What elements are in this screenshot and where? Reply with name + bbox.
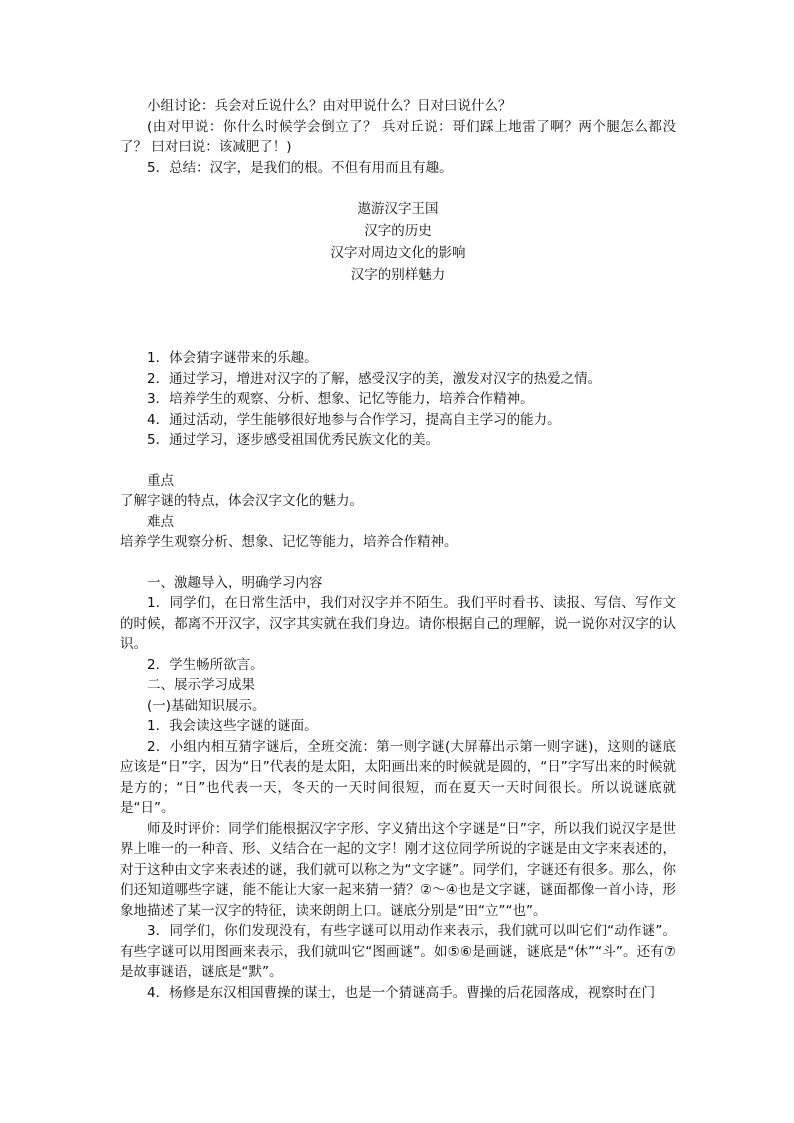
body-paragraph: 师及时评价：同学们能根据汉字字形、字义猜出这个字谜是“日”字，所以我们说汉字是世界上唯一的一种音、形、义结合在一起的文字！刚才这位同学所说的字谜是由文字来表述的，对于这种由文字来表述的谜，我们就可以称之为“文字谜”。同学们，字谜还有很多。那么，你们还知道哪些字谜，能不能让大家一起来猜一猜？②～④也是文字谜，谜面都像一首小诗，形象地描述了某一汉字的特征，读来朗朗上口。谜底分别是“田“立”“也”。 — [120, 820, 676, 919]
difficulty-label: 难点 — [147, 513, 174, 530]
section-heading: 一、激趣导入，明确学习内容 — [147, 574, 323, 591]
objective-item: 5．通过学习，逐步感受祖国优秀民族文化的美。 — [147, 432, 440, 448]
key-point-label: 重点 — [147, 472, 174, 489]
board-design — [120, 198, 676, 286]
discussion-question: 小组讨论：兵会对丘说什么？由对甲说什么？日对曰说什么？ — [147, 98, 512, 114]
objective-item: 2．通过学习，增进对汉字的了解，感受汉字的美，激发对汉字的热爱之情。 — [147, 370, 602, 387]
board-line: 汉字的别样魅力 — [350, 267, 446, 283]
objectives-list — [120, 348, 676, 451]
body-paragraph: 1．我会读这些字谜的谜面。 — [147, 718, 318, 734]
board-title: 遨游汉字王国 — [357, 201, 439, 217]
document-page — [120, 96, 676, 1003]
body-paragraph: 2．小组内相互猜字谜后，全班交流：第一则字谜(大屏幕出示第一则字谜)，这则的谜底应该是“日”字，因为“日”代表的是太阳，太阳画出来的时候就是圆的，“日”字写出来的时候就是方的；“日”也代表一天，冬天的一天时间很短，而在夏天一天时间很长。所以说谜底就是“日”。 — [120, 738, 676, 816]
difficulty-text: 培养学生观察分析、想象、记忆等能力，培养合作精神。 — [120, 534, 458, 550]
board-line: 汉字的历史 — [364, 223, 432, 239]
board-line: 汉字对周边文化的影响 — [330, 245, 466, 261]
objective-item: 4．通过活动，学生能够很好地参与合作学习，提高自主学习的能力。 — [147, 411, 561, 428]
objective-item: 1．体会猜字谜带来的乐趣。 — [147, 350, 318, 366]
body-paragraph: 3．同学们，你们发现没有，有些字谜可以用动作来表示，我们就可以叫它们“动作谜”。有些字谜可以用图画来表示，我们就叫它“图画谜”。如⑤⑥是画谜，谜底是“休”“斗”。还有⑦是故事谜语，谜底是“默”。 — [120, 923, 676, 980]
body-paragraph: 2．学生畅所欲言。 — [147, 656, 264, 673]
body-paragraph: 1．同学们，在日常生活中，我们对汉字并不陌生。我们平时看书、读报、写信、写作文的时候，都离不开汉字，汉字其实就在我们身边。请你根据自己的理解，说一说你对汉字的认识。 — [120, 595, 676, 652]
body-paragraph: 4．杨修是东汉相国曹操的谋士，也是一个猜谜高手。曹操的后花园落成，视察时在门 — [147, 984, 656, 1001]
key-point-text: 了解字谜的特点，体会汉字文化的魅力。 — [120, 493, 363, 509]
objective-item: 3．培养学生的观察、分析、想象、记忆等能力，培养合作精神。 — [147, 391, 534, 407]
section-heading: 二、展示学习成果 — [147, 677, 255, 693]
discussion-answer: (由对甲说：你什么时候学会倒立了？ 兵对丘说：哥们踩上地雷了啊？两个腿怎么都没了？ 曰对曰说：该减肥了！) — [120, 118, 676, 155]
subsection-heading: (一)基础知识展示。 — [147, 697, 266, 714]
summary-paragraph: 5．总结：汉字，是我们的根。不但有用而且有趣。 — [147, 159, 453, 176]
